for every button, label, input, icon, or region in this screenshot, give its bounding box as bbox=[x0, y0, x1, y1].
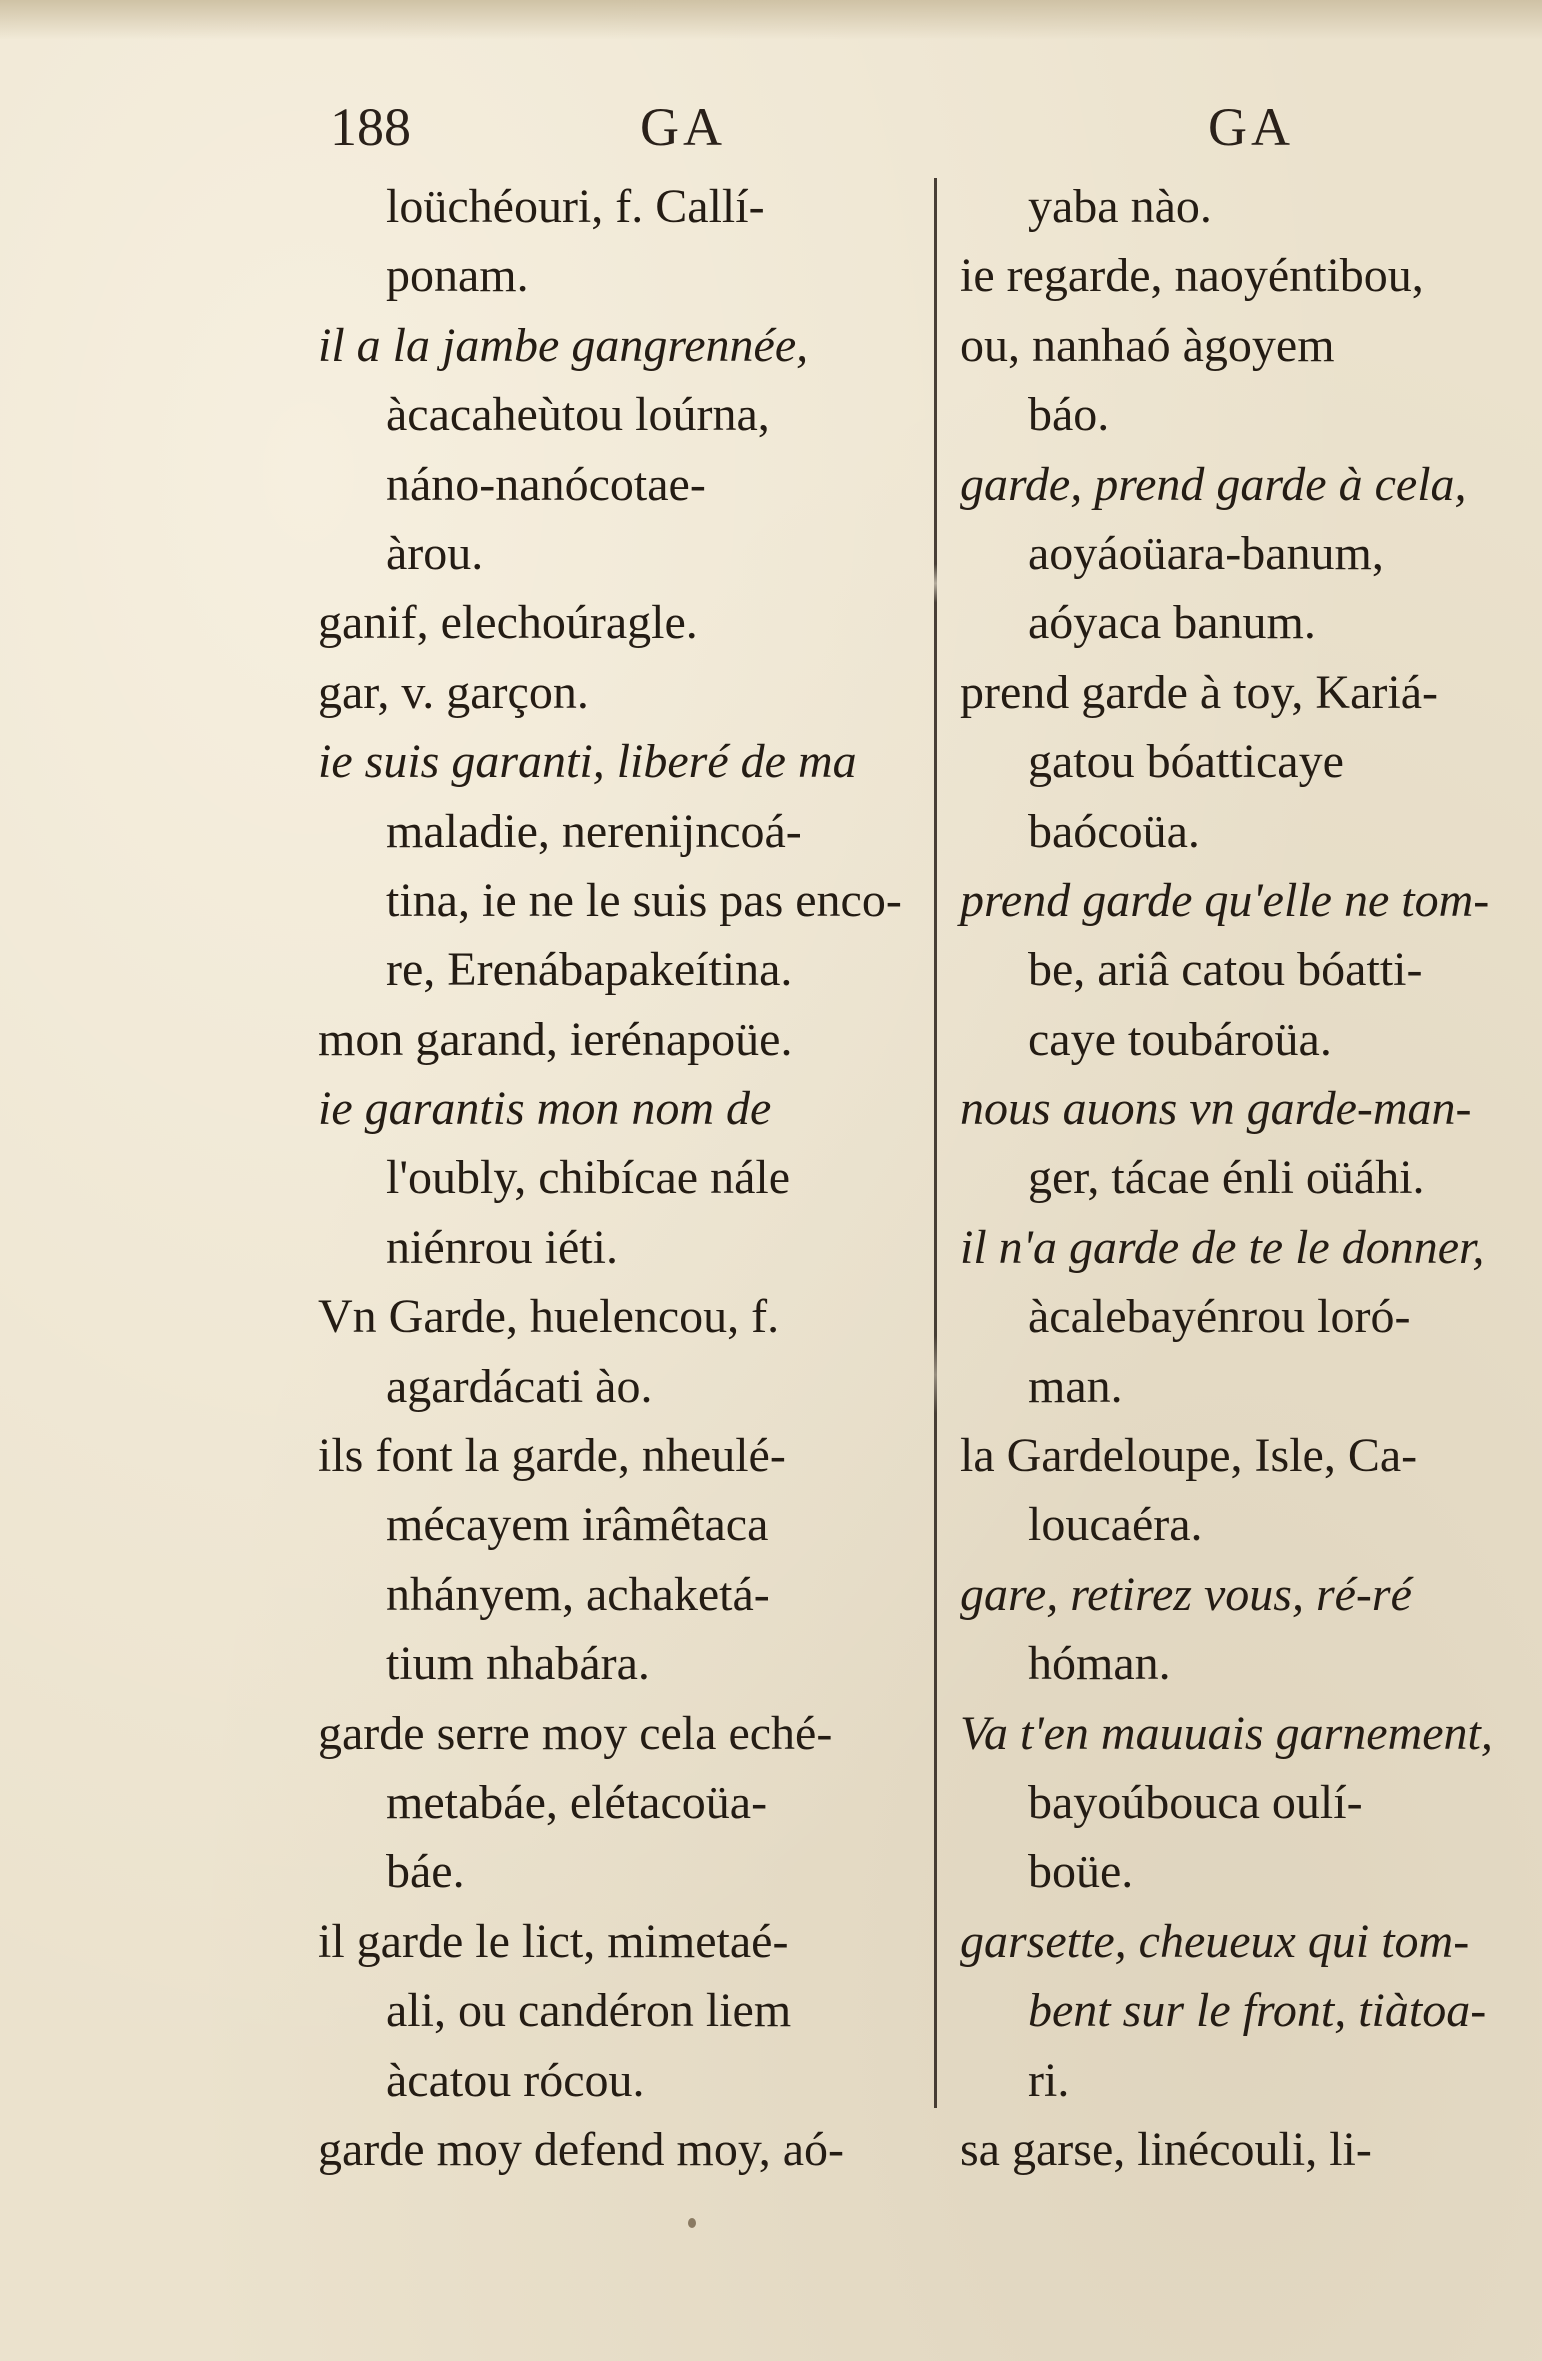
dictionary-line: nous auons vn garde-man- bbox=[960, 1082, 1472, 1136]
dictionary-line: man. bbox=[1028, 1359, 1123, 1413]
dictionary-line: náno-nanócotae- bbox=[386, 457, 706, 511]
dictionary-line: tina, ie ne le suis pas enco- bbox=[386, 873, 902, 927]
dictionary-line: ali, ou candéron liem bbox=[386, 1984, 792, 2038]
dictionary-line: l'oubly, chibícae nále bbox=[386, 1151, 791, 1205]
page-top-shadow bbox=[0, 0, 1542, 40]
dictionary-line: ils font la garde, nheulé- bbox=[318, 1429, 786, 1483]
dictionary-line: àcalebayénrou loró- bbox=[1028, 1290, 1411, 1344]
dictionary-line: ponam. bbox=[386, 249, 529, 303]
dictionary-line: báo. bbox=[1028, 388, 1110, 442]
running-head-left: GA bbox=[640, 97, 726, 157]
dictionary-line: mécayem irâmêtaca bbox=[386, 1498, 769, 1552]
dictionary-line: bent sur le front, tiàtoa- bbox=[1028, 1984, 1487, 2038]
dictionary-line: boüe. bbox=[1028, 1845, 1134, 1899]
dictionary-line: aoyáoüara-banum, bbox=[1028, 526, 1384, 580]
column-divider bbox=[934, 178, 937, 2108]
dictionary-line: baócoüa. bbox=[1028, 804, 1200, 858]
dictionary-line: ie garantis mon nom de bbox=[318, 1082, 772, 1136]
dictionary-line: ganif, elechoúragle. bbox=[318, 596, 698, 650]
dictionary-line: garsette, cheueux qui tom- bbox=[960, 1914, 1470, 1968]
dictionary-line: la Gardeloupe, Isle, Ca- bbox=[960, 1429, 1418, 1483]
dictionary-line: hóman. bbox=[1028, 1637, 1171, 1691]
dictionary-line: be, ariâ catou bóatti- bbox=[1028, 943, 1423, 997]
dictionary-line: maladie, nerenijncoá- bbox=[386, 804, 802, 858]
dictionary-line: gare, retirez vous, ré-ré bbox=[960, 1567, 1412, 1621]
dictionary-line: niénrou iéti. bbox=[386, 1220, 618, 1274]
dictionary-line: gatou bóatticaye bbox=[1028, 735, 1344, 789]
dictionary-line: metabáe, elétacoüa- bbox=[386, 1775, 768, 1829]
dictionary-line: il garde le lict, mimetaé- bbox=[318, 1914, 789, 1968]
dictionary-line: àcacaheùtou loúrna, bbox=[386, 388, 770, 442]
dictionary-line: ie regarde, naoyéntibou, bbox=[960, 249, 1424, 303]
page-number: 188 bbox=[330, 97, 411, 157]
dictionary-line: ou, nanhaó àgoyem bbox=[960, 318, 1335, 372]
dictionary-line: prend garde à toy, Kariá- bbox=[960, 665, 1438, 719]
dictionary-line: ger, tácae énli oüáhi. bbox=[1028, 1151, 1425, 1205]
dictionary-line: il n'a garde de te le donner, bbox=[960, 1220, 1485, 1274]
dictionary-line: bayoúbouca oulí- bbox=[1028, 1775, 1363, 1829]
dictionary-line: sa garse, linécouli, li- bbox=[960, 2122, 1372, 2176]
dictionary-line: àcatou rócou. bbox=[386, 2053, 645, 2107]
dictionary-line: re, Erenábapakeítina. bbox=[386, 943, 793, 997]
dictionary-line: mon garand, ierénapoüe. bbox=[318, 1012, 793, 1066]
dictionary-line: Vn Garde, huelencou, f. bbox=[318, 1290, 780, 1344]
dictionary-line: báe. bbox=[386, 1845, 465, 1899]
dictionary-line: tium nhabára. bbox=[386, 1637, 650, 1691]
page-mark bbox=[688, 2218, 696, 2228]
dictionary-line: aóyaca banum. bbox=[1028, 596, 1316, 650]
dictionary-line: nhányem, achaketá- bbox=[386, 1567, 770, 1621]
dictionary-line: gar, v. garçon. bbox=[318, 665, 589, 719]
dictionary-line: ie suis garanti, liberé de ma bbox=[318, 735, 857, 789]
dictionary-line: garde serre moy cela eché- bbox=[318, 1706, 833, 1760]
left-column bbox=[318, 172, 918, 2184]
dictionary-line: garde, prend garde à cela, bbox=[960, 457, 1467, 511]
dictionary-line: il a la jambe gangrennée, bbox=[318, 318, 809, 372]
dictionary-line: yaba nào. bbox=[1028, 180, 1212, 233]
dictionary-line: ri. bbox=[1028, 2053, 1070, 2107]
dictionary-line: loüchéouri, f. Callí- bbox=[386, 180, 765, 233]
right-column bbox=[960, 172, 1520, 2184]
running-head-right: GA bbox=[1208, 97, 1294, 157]
dictionary-line: àrou. bbox=[386, 526, 484, 580]
dictionary-line: agardácati ào. bbox=[386, 1359, 653, 1413]
dictionary-line: loucaéra. bbox=[1028, 1498, 1203, 1552]
dictionary-line: Va t'en mauuais garnement, bbox=[960, 1706, 1493, 1760]
dictionary-line: garde moy defend moy, aó- bbox=[318, 2122, 845, 2176]
dictionary-line: prend garde qu'elle ne tom- bbox=[960, 873, 1490, 927]
dictionary-line: caye toubároüa. bbox=[1028, 1012, 1332, 1066]
